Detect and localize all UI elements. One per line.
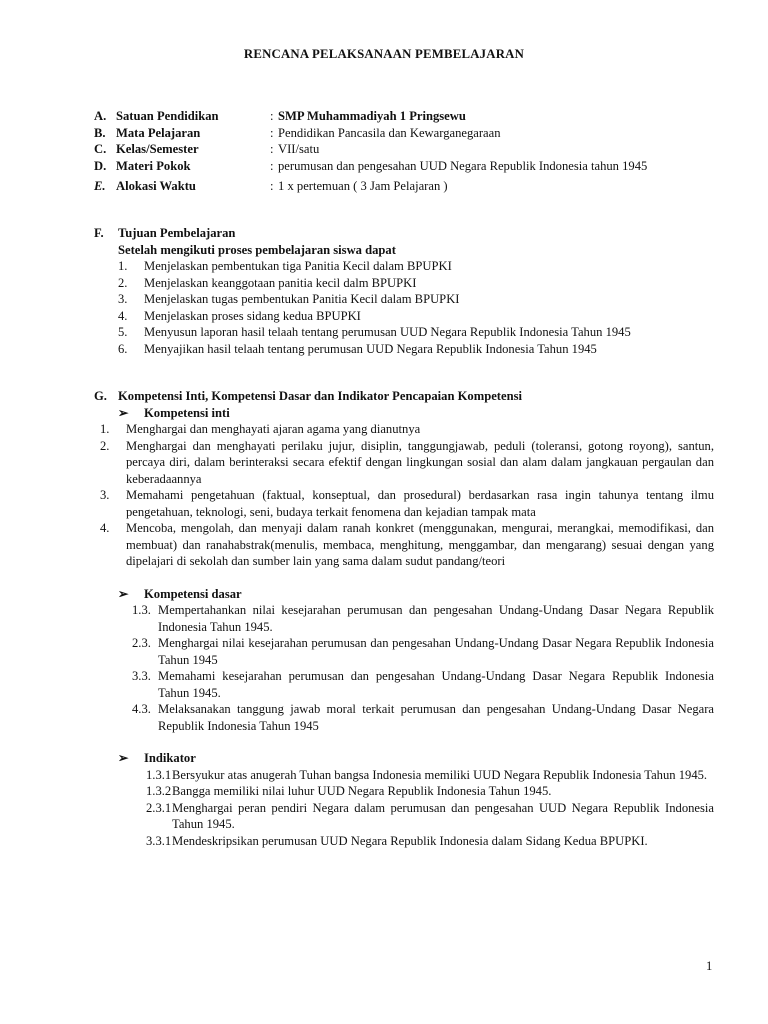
info-value: SMP Muhammadiyah 1 Pringsewu <box>278 109 466 123</box>
section-subheading: Setelah mengikuti proses pembelajaran siswa dapat <box>118 242 396 257</box>
subsection-title: Indikator <box>144 751 196 765</box>
item-text: Menjelaskan tugas pembentukan Panitia Kecil dalam BPUPKI <box>144 292 460 306</box>
item-number: 5. <box>118 325 128 339</box>
item-text: Memahami kesejarahan perumusan dan pengesahan Undang-Undang Dasar Negara Republik Indonesia Tahun 1945. <box>158 669 714 700</box>
item-text: Menghargai nilai kesejarahan perumusan dan pengesahan Undang-Undang Dasar Negara Republik Indonesia Tahun 1945 <box>158 636 714 667</box>
info-row-kelas <box>94 141 714 158</box>
section-letter: G. <box>94 389 107 403</box>
item-text: Mencoba, mengolah, dan menyaji dalam ranah konkret (menggunakan, mengurai, merangkai, memodifikasi, dan membuat) dan ranahabstrak(menulis, membaca, menghitung, menggambar, dan mengarang) sesuai dengan yang dipelajari di sekolah dan sumber lain yang sama dalam sudut pandang/teori <box>126 521 714 568</box>
document-title: RENCANA PELAKSANAAN PEMBELAJARAN <box>243 47 525 61</box>
list-item <box>94 701 714 734</box>
info-label: Alokasi Waktu <box>116 179 196 193</box>
info-value: Pendidikan Pancasila dan Kewarganegaraan <box>278 125 501 140</box>
list-item <box>94 520 714 570</box>
item-text: Menghargai peran pendiri Negara dalam perumusan dan pengesahan UUD Negara Republik Indonesia Tahun 1945. <box>172 800 714 831</box>
list-item <box>94 438 714 488</box>
list-item <box>94 421 714 438</box>
info-row-satuan <box>94 108 714 125</box>
item-text: Mendeskripsikan perumusan UUD Negara Republik Indonesia dalam Sidang Kedua BPUPKI. <box>172 833 648 848</box>
info-label: Satuan Pendidikan <box>116 109 219 123</box>
list-item <box>94 783 714 800</box>
section-heading <box>94 388 714 405</box>
item-number: 3.3.1 <box>146 833 172 848</box>
item-number: 1.3.2 <box>146 784 172 798</box>
indikator-list <box>94 767 714 850</box>
list-item <box>94 833 714 850</box>
info-label: Mata Pelajaran <box>116 125 201 140</box>
subsection-title: Kompetensi inti <box>144 405 230 420</box>
list-item <box>94 275 714 292</box>
arrow-bullet-icon: ➢ <box>118 751 129 765</box>
info-label: Materi Pokok <box>116 158 191 173</box>
item-text: Bersyukur atas anugerah Tuhan bangsa Indonesia memiliki UUD Negara Republik Indonesia Tahun 1945. <box>172 767 708 782</box>
list-item <box>94 324 714 341</box>
page-number: 1 <box>706 959 713 973</box>
list-item <box>94 635 714 668</box>
list-item <box>94 602 714 635</box>
item-number: 1. <box>118 259 128 273</box>
section-heading <box>94 225 714 242</box>
item-text: Menghargai dan menghayati perilaku jujur, disiplin, tanggungjawab, peduli (toleransi, gotong royong), santun, percaya diri, dalam berinteraksi secara efektif dengan lingkungan sosial dan alam dalam jangkauan pergaulan dan keberadaannya <box>126 438 714 486</box>
info-letter: C. <box>94 142 107 156</box>
item-text: Menjelaskan keanggotaan panitia kecil dalm BPUPKI <box>144 275 417 290</box>
item-number: 2.3.1 <box>146 800 172 815</box>
list-item <box>94 800 714 833</box>
spacer <box>94 570 714 586</box>
item-number: 4.3. <box>132 702 151 716</box>
section-title: Kompetensi Inti, Kompetensi Dasar dan Indikator Pencapaian Kompetensi <box>118 389 522 403</box>
item-number: 3. <box>100 488 110 502</box>
info-letter: E. <box>94 179 106 193</box>
item-number: 2.3. <box>132 636 151 650</box>
indikator-heading <box>94 750 714 767</box>
item-number: 1. <box>100 422 110 436</box>
arrow-bullet-icon: ➢ <box>118 405 129 420</box>
info-row-mapel <box>94 125 714 142</box>
item-number: 3. <box>118 292 128 306</box>
info-colon: : <box>270 125 274 140</box>
item-number: 2. <box>118 275 128 290</box>
spacer <box>94 734 714 750</box>
item-text: Menghargai dan menghayati ajaran agama yang dianutnya <box>126 422 421 436</box>
tujuan-list <box>94 258 714 357</box>
list-item <box>94 767 714 784</box>
item-text: Melaksanakan tanggung jawab moral terkait perumusan dan pengesahan Undang-Undang Dasar Negara Republik Indonesia Tahun 1945 <box>158 702 714 733</box>
kompetensi-inti-heading <box>94 405 714 422</box>
list-item <box>94 341 714 358</box>
section-kompetensi <box>94 388 714 849</box>
section-tujuan <box>94 225 714 357</box>
info-value: VII/satu <box>278 142 320 156</box>
info-row-alokasi <box>94 178 714 195</box>
info-colon: : <box>270 142 274 156</box>
list-item <box>94 258 714 275</box>
item-text: Bangga memiliki nilai luhur UUD Negara Republik Indonesia Tahun 1945. <box>172 784 552 798</box>
info-letter: B. <box>94 125 106 140</box>
item-number: 1.3.1 <box>146 767 172 782</box>
item-text: Menjelaskan pembentukan tiga Panitia Kecil dalam BPUPKI <box>144 259 452 273</box>
item-number: 4. <box>118 308 128 323</box>
item-number: 6. <box>118 341 128 356</box>
list-item <box>94 308 714 325</box>
item-text: Mempertahankan nilai kesejarahan perumusan dan pengesahan Undang-Undang Dasar Negara Republik Indonesia Tahun 1945. <box>158 603 714 634</box>
item-number: 2. <box>100 438 110 453</box>
list-item <box>94 487 714 520</box>
arrow-bullet-icon: ➢ <box>118 586 129 601</box>
info-row-materi <box>94 158 714 175</box>
info-label: Kelas/Semester <box>116 142 199 156</box>
info-letter: A. <box>94 109 107 123</box>
info-colon: : <box>270 158 274 173</box>
info-letter: D. <box>94 158 107 173</box>
info-block <box>94 108 714 195</box>
item-text: Menjelaskan proses sidang kedua BPUPKI <box>144 308 361 323</box>
kompetensi-dasar-list <box>94 602 714 734</box>
section-title: Tujuan Pembelajaran <box>118 226 236 240</box>
list-item <box>94 291 714 308</box>
item-number: 4. <box>100 521 110 535</box>
info-colon: : <box>270 109 274 123</box>
kompetensi-dasar-heading <box>94 586 714 603</box>
item-number: 3.3. <box>132 669 151 683</box>
section-letter: F. <box>94 226 104 240</box>
subsection-title: Kompetensi dasar <box>144 586 242 601</box>
item-text: Memahami pengetahuan (faktual, konseptual, dan prosedural) berdasarkan rasa ingin tahunya tentang ilmu pengetahuan, teknologi, seni, budaya terkait fenomena dan kejadian tampak mata <box>126 488 714 519</box>
info-value: perumusan dan pengesahan UUD Negara Republik Indonesia tahun 1945 <box>278 158 648 173</box>
info-value: 1 x pertemuan ( 3 Jam Pelajaran ) <box>278 179 448 193</box>
list-item <box>94 668 714 701</box>
item-text: Menyajikan hasil telaah tentang perumusan UUD Negara Republik Indonesia Tahun 1945 <box>144 341 597 356</box>
item-number: 1.3. <box>132 603 151 617</box>
kompetensi-inti-list <box>94 421 714 570</box>
item-text: Menyusun laporan hasil telaah tentang perumusan UUD Negara Republik Indonesia Tahun 1945 <box>144 325 631 339</box>
info-colon: : <box>270 179 274 193</box>
